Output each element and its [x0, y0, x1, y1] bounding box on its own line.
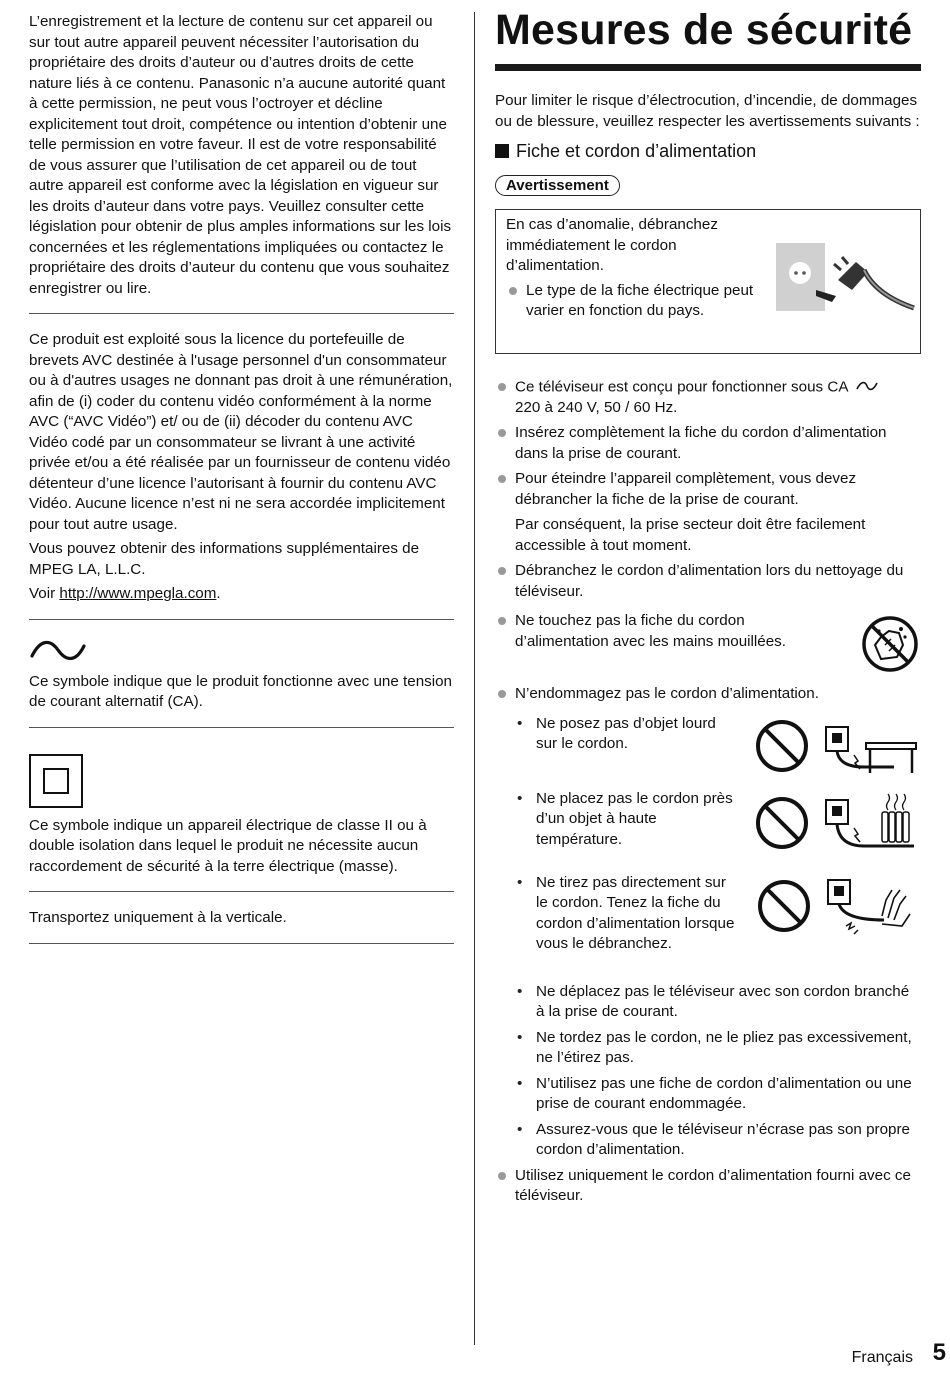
right-column [495, 0, 921, 1207]
divider [29, 619, 454, 620]
ac-symbol-icon [29, 640, 454, 662]
divider [29, 313, 454, 314]
sub-list-item: • Ne tordez pas le cordon, ne le pliez pas excessivement, ne l’étirez pas. [495, 1028, 921, 1069]
page-title: Mesures de sécurité [495, 6, 913, 54]
sub-list-item: • Ne posez pas d’objet lourd sur le cordon. [495, 714, 740, 755]
transport-note: Transportez uniquement à la verticale. [29, 909, 287, 926]
title-rule [495, 64, 921, 71]
voir-label: Voir [29, 585, 60, 602]
column-separator [474, 12, 475, 1345]
list-item: Insérez complètement la fiche du cordon d’alimentation dans la prise de courant. [495, 423, 921, 464]
left-column [29, 12, 454, 944]
heat-source-illustration-icon [754, 792, 919, 861]
safety-list [495, 377, 921, 1207]
heavy-object-illustration-icon [754, 717, 919, 782]
ac-symbol-description: Ce symbole indique que le produit fonctionne avec une tension de courant alternatif (CA). [29, 672, 453, 710]
warning-box-bullet: Le type de la fiche électrique peut varier en fonction du pays. [506, 281, 754, 322]
warning-box [495, 209, 921, 354]
pull-cord-illustration-icon [754, 876, 919, 947]
list-item: Pour éteindre l’appareil complètement, vous devez débrancher la fiche de la prise de courant. [495, 469, 921, 510]
section-heading-text: Fiche et cordon d’alimentation [516, 141, 757, 161]
sub-list-item: • Ne tirez pas directement sur le cordon. Tenez la fiche du cordon d’alimentation lorsque vous le débranchez. [495, 873, 740, 955]
sub-list-item: • Assurez-vous que le téléviseur n’écrase pas son propre cordon d’alimentation. [495, 1120, 921, 1161]
list-item: N’endommagez pas le cordon d’alimentation. [495, 684, 921, 705]
voir-end: . [216, 585, 221, 602]
ac-symbol-icon [856, 377, 878, 398]
sub-list-item: • Ne placez pas le cordon près d’un objet à haute température. [495, 789, 740, 851]
mpegla-link[interactable]: http://www.mpegla.com [59, 585, 217, 602]
list-item: Débranchez le cordon d’alimentation lors du nettoyage du téléviseur. [495, 561, 921, 602]
section-heading [495, 141, 921, 162]
list-item-continuation: Par conséquent, la prise secteur doit être facilement accessible à tout moment. [515, 516, 866, 554]
divider [29, 891, 454, 892]
footer-language: Français [851, 1349, 913, 1366]
list-item: Ne touchez pas la fiche du cordon d’alimentation avec les mains mouillées. [495, 611, 835, 652]
divider [29, 943, 454, 944]
mpeg-link-paragraph [29, 584, 454, 605]
class-ii-description: Ce symbole indique un appareil électrique de classe II ou à double isolation dans lequel le produit ne nécessite aucun raccordement de sécurité à la terre électrique (masse). [29, 816, 427, 875]
sub-list-item: • Ne déplacez pas le téléviseur avec son cordon branché à la prise de courant. [495, 982, 921, 1023]
unplug-illustration-icon [776, 240, 916, 322]
divider [29, 727, 454, 728]
square-bullet-icon [495, 144, 509, 158]
page-number: 5 [932, 1339, 946, 1366]
list-item: Ce téléviseur est conçu pour fonctionner sous CA 220 à 240 V, 50 / 60 Hz. [495, 377, 921, 418]
intro-paragraph: Pour limiter le risque d’électrocution, d’incendie, de dommages ou de blessure, veuillez respecter les avertissements suivants : [495, 92, 920, 130]
class-ii-symbol-icon [29, 754, 83, 808]
copyright-paragraph: L’enregistrement et la lecture de contenu sur cet appareil ou sur tout autre appareil peuvent nécessiter l’autorisation du propriétaire des droits d’auteur ou d’autres droits de cette nature liés à ce contenu. Panasonic n’a aucune autorité quant à cette permission, ne peut vous l’octroyer et décline explicitement tout droit, compétence ou intention d’obtenir une telle permission en votre faveur. Il est de votre responsabilité de vous assurer que l’utilisation de cet appareil ou de tout autre appareil est conforme avec la législation en vigueur sur les droits d’auteur dans votre pays. Veuillez consulter cette législation pour obtenir de plus amples informations sur les lois concernées et les réglementations impliquées ou contactez le propriétaire des droits d’auteur du contenu que vous souhaitez enregistrer ou lire. [29, 13, 452, 297]
avc-license-paragraph: Ce produit est exploité sous la licence du portefeuille de brevets AVC destinée à l'usage personnel d'un consommateur ou à d'autres usages ne donnant pas droit à une rémunération, afin de (i) coder du contenu vidéo conformément à la norme AVC (“AVC Vidéo”) et/ ou de (ii) décoder du contenu AVC Vidéo codé par un consommateur se livrant à une activité privée et/ou a été réalisée par un fournisseur de contenu vidéo détenteur d’une licence l’autorisant à fournir du contenu AVC Vidéo. Aucune licence n’est ni ne sera accordée implicitement pour tout autre usage. [29, 331, 453, 533]
mpeg-info-paragraph: Vous pouvez obtenir des informations supplémentaires de MPEG LA, L.L.C. [29, 540, 420, 578]
list-item: Utilisez uniquement le cordon d’alimentation fourni avec ce téléviseur. [495, 1166, 921, 1207]
no-wet-hands-icon [861, 615, 919, 680]
sub-list-item: • N’utilisez pas une fiche de cordon d’alimentation ou une prise de courant endommagée. [495, 1074, 921, 1115]
warning-box-text: En cas d’anomalie, débranchez immédiatement le cordon d’alimentation. [506, 216, 718, 274]
warning-badge: Avertissement [495, 175, 620, 196]
